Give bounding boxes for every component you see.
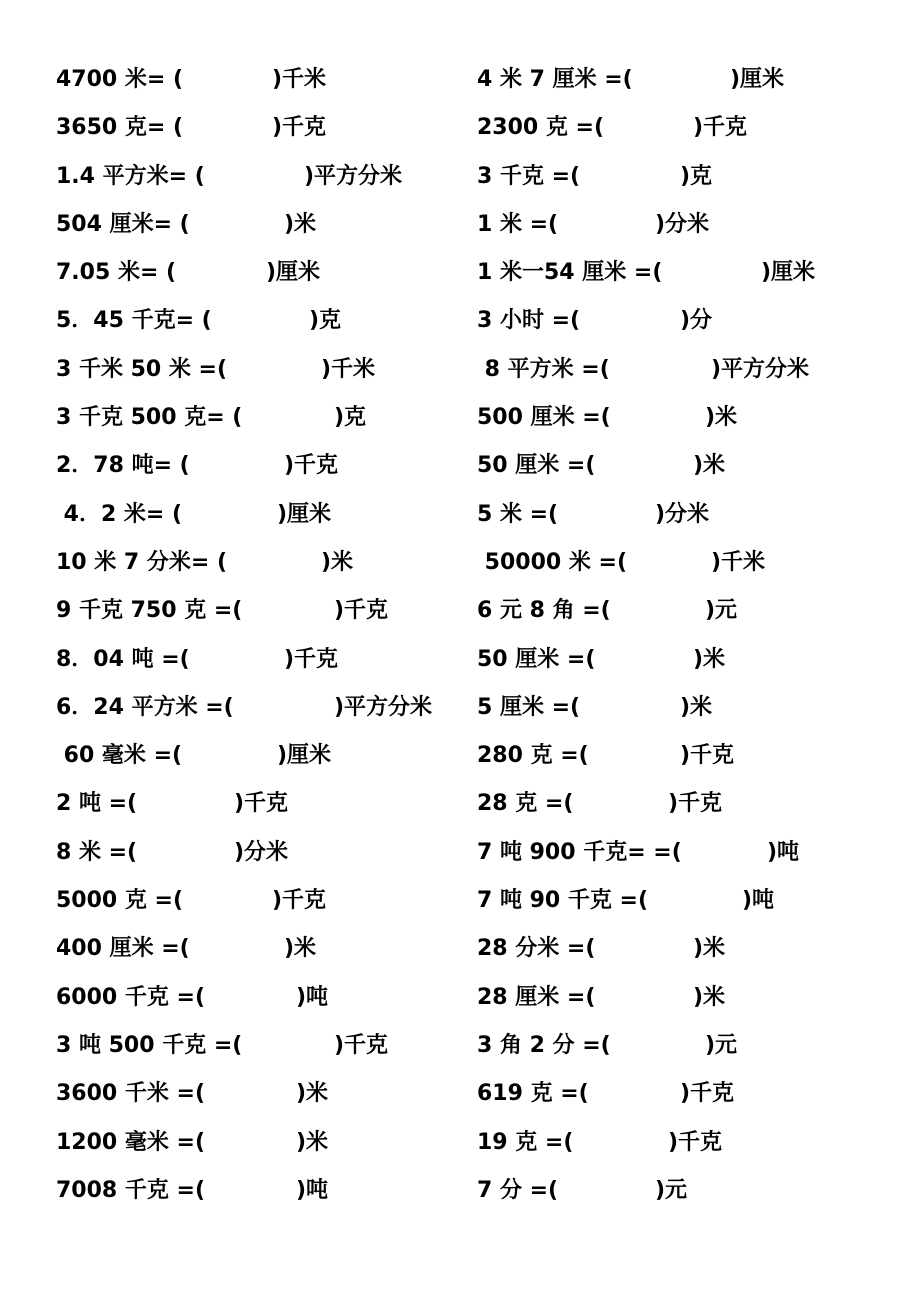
problem-expression: 5 米 =( (477, 501, 559, 527)
answer-unit: )千米 (321, 356, 376, 382)
answer-unit: )平方分米 (711, 356, 810, 382)
problem-expression: 9 千克 750 克 =( (56, 598, 243, 624)
answer-unit: )米 (680, 694, 713, 720)
problem-expression: 5000 克 =( (56, 888, 184, 914)
problem-expression: 3 千克 =( (477, 163, 581, 189)
answer-unit: )分米 (655, 501, 710, 527)
problem-row (477, 734, 917, 782)
answer-unit: )平方分米 (304, 163, 403, 189)
problem-row (477, 541, 917, 589)
answer-unit: )分米 (655, 211, 710, 237)
problem-row (477, 396, 917, 444)
answer-unit: )元 (705, 598, 738, 624)
problem-expression: 50 厘米 =( (477, 646, 596, 672)
answer-unit: )吨 (296, 1177, 329, 1203)
problem-expression: 3600 千米 =( (56, 1081, 206, 1107)
answer-unit: )厘米 (761, 260, 816, 286)
problem-row (477, 493, 917, 541)
problem-row (477, 1024, 917, 1072)
problem-expression: 1 米一54 厘米 =( (477, 260, 663, 286)
answer-unit: )厘米 (277, 743, 332, 769)
answer-unit: )米 (296, 1129, 329, 1155)
problem-expression: 5．45 千克= ( (56, 308, 212, 334)
answer-unit: )米 (693, 453, 726, 479)
problem-expression: 1 米 =( (477, 211, 559, 237)
problem-row (477, 348, 917, 396)
problem-expression: 3 千克 500 克= ( (56, 405, 243, 431)
answer-unit: )元 (705, 1032, 738, 1058)
answer-unit: )米 (705, 405, 738, 431)
problem-row (56, 106, 496, 154)
problem-expression: 2．78 吨= ( (56, 453, 190, 479)
problem-expression: 2300 克 =( (477, 115, 605, 141)
problem-row (477, 155, 917, 203)
problem-row (477, 686, 917, 734)
problem-row (56, 493, 496, 541)
problem-expression: 500 厘米 =( (477, 405, 611, 431)
answer-unit: )米 (693, 984, 726, 1010)
answer-unit: )千克 (272, 888, 327, 914)
problem-expression: 5 厘米 =( (477, 694, 581, 720)
answer-unit: )元 (655, 1177, 688, 1203)
answer-unit: )厘米 (266, 260, 321, 286)
problem-row (56, 1072, 496, 1120)
problem-row (477, 251, 917, 299)
problem-row (477, 58, 917, 106)
answer-unit: )吨 (296, 984, 329, 1010)
problem-row (56, 1121, 496, 1169)
answer-unit: )米 (284, 211, 317, 237)
answer-unit: )米 (693, 646, 726, 672)
problem-expression: 6000 千克 =( (56, 984, 206, 1010)
problem-row (56, 879, 496, 927)
problem-expression: 7 吨 900 千克= =( (477, 839, 682, 865)
problem-row (56, 1024, 496, 1072)
answer-unit: )千克 (234, 791, 289, 817)
problem-row (56, 396, 496, 444)
problem-row (477, 589, 917, 637)
problem-row (477, 927, 917, 975)
answer-unit: )克 (309, 308, 342, 334)
problem-row (56, 782, 496, 830)
problem-row (477, 299, 917, 347)
problem-row (56, 299, 496, 347)
problem-row (56, 734, 496, 782)
problem-expression: 6 元 8 角 =( (477, 598, 611, 624)
problem-expression: 6．24 平方米 =( (56, 694, 234, 720)
problem-row (56, 348, 496, 396)
problem-row (477, 106, 917, 154)
problem-expression: 28 厘米 =( (477, 984, 596, 1010)
answer-unit: )厘米 (277, 501, 332, 527)
answer-unit: )厘米 (730, 67, 785, 92)
problem-expression: 1.4 平方米= ( (56, 163, 205, 189)
problem-row (477, 879, 917, 927)
problem-row (477, 444, 917, 492)
answer-unit: )千克 (334, 598, 389, 624)
problem-expression: 3 小时 =( (477, 308, 581, 334)
problem-expression: 28 分米 =( (477, 936, 596, 962)
problem-expression: 19 克 =( (477, 1129, 574, 1155)
problem-expression: 10 米 7 分米= ( (56, 549, 228, 575)
problem-expression: 400 厘米 =( (56, 936, 190, 962)
problem-expression: 7.05 米= ( (56, 260, 177, 286)
answer-unit: )千克 (284, 453, 339, 479)
problem-expression: 504 厘米= ( (56, 211, 190, 237)
answer-unit: )千克 (680, 1081, 735, 1107)
answer-unit: )克 (680, 163, 713, 189)
problem-row (56, 976, 496, 1024)
problem-expression: 280 克 =( (477, 743, 589, 769)
answer-unit: )吨 (742, 888, 775, 914)
problem-row (477, 1169, 917, 1217)
problem-expression: 28 克 =( (477, 791, 574, 817)
problem-row (477, 1072, 917, 1120)
problem-row (56, 927, 496, 975)
problem-row (56, 831, 496, 879)
problem-expression: 8 米 =( (56, 839, 138, 865)
problem-expression: 3 千米 50 米 =( (56, 356, 228, 382)
answer-unit: )千克 (272, 115, 327, 141)
problem-expression: 7 分 =( (477, 1177, 559, 1203)
problem-row (477, 831, 917, 879)
answer-unit: )千克 (668, 1129, 723, 1155)
problem-row (56, 589, 496, 637)
problem-row (477, 976, 917, 1024)
problem-expression: 1200 毫米 =( (56, 1129, 206, 1155)
problem-row (56, 58, 496, 106)
answer-unit: )米 (321, 549, 354, 575)
answer-unit: )千米 (272, 67, 327, 92)
problem-expression: 4 米 7 厘米 =( (477, 67, 633, 92)
problem-expression: 50 厘米 =( (477, 453, 596, 479)
left-problem-column (56, 58, 496, 1217)
answer-unit: )千克 (334, 1032, 389, 1058)
problem-expression: 8 平方米 =( (477, 356, 610, 382)
problem-expression: 7008 千克 =( (56, 1177, 206, 1203)
answer-unit: )分 (680, 308, 713, 334)
problem-row (56, 638, 496, 686)
answer-unit: )克 (334, 405, 367, 431)
answer-unit: )米 (284, 936, 317, 962)
right-problem-column (477, 58, 917, 1217)
problem-row (56, 541, 496, 589)
problem-row (56, 1169, 496, 1217)
problem-expression: 7 吨 90 千克 =( (477, 888, 649, 914)
problem-row (56, 686, 496, 734)
problem-expression: 619 克 =( (477, 1081, 589, 1107)
problem-row (477, 782, 917, 830)
problem-expression: 50000 米 =( (477, 549, 628, 575)
problem-row (56, 251, 496, 299)
answer-unit: )米 (296, 1081, 329, 1107)
problem-expression: 3650 克= ( (56, 115, 184, 141)
answer-unit: )米 (693, 936, 726, 962)
problem-expression: 3 吨 500 千克 =( (56, 1032, 243, 1058)
problem-expression: 8．04 吨 =( (56, 646, 190, 672)
problem-row (477, 638, 917, 686)
problem-expression: 2 吨 =( (56, 791, 138, 817)
problem-row (56, 203, 496, 251)
problem-expression: 3 角 2 分 =( (477, 1032, 611, 1058)
problem-expression: 4700 米= ( (56, 67, 184, 92)
problem-expression: 60 毫米 =( (56, 743, 183, 769)
problem-expression: 4．2 米= ( (56, 501, 183, 527)
answer-unit: )分米 (234, 839, 289, 865)
answer-unit: )千克 (693, 115, 748, 141)
answer-unit: )吨 (767, 839, 800, 865)
problem-row (477, 203, 917, 251)
answer-unit: )千米 (711, 549, 766, 575)
problem-row (56, 444, 496, 492)
problem-row (56, 155, 496, 203)
answer-unit: )千克 (668, 791, 723, 817)
problem-row (477, 1121, 917, 1169)
answer-unit: )千克 (284, 646, 339, 672)
answer-unit: )平方分米 (334, 694, 433, 720)
answer-unit: )千克 (680, 743, 735, 769)
